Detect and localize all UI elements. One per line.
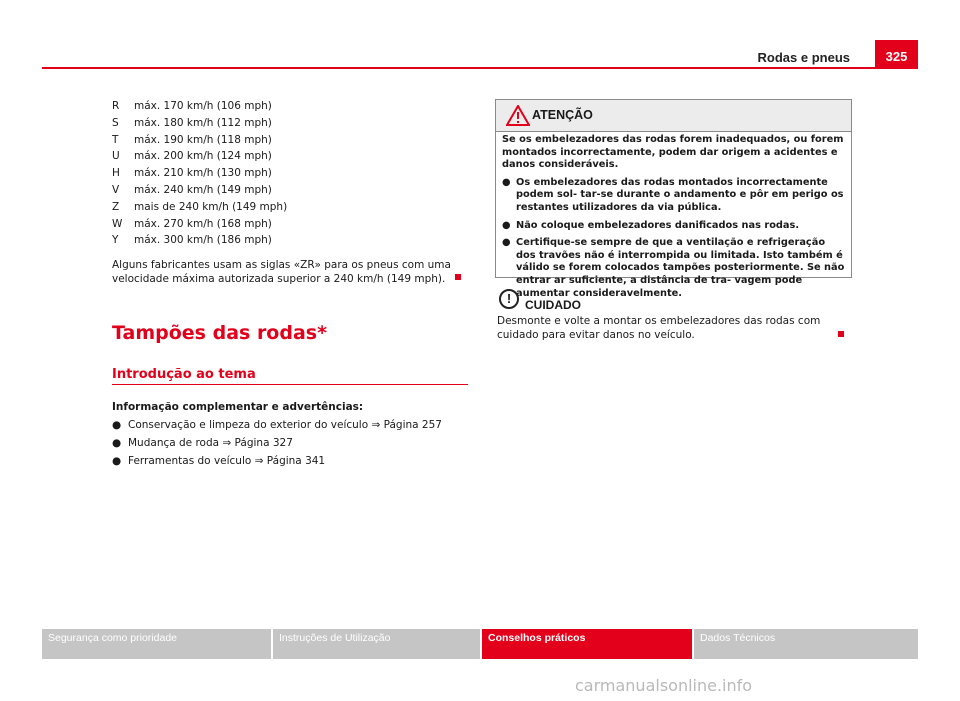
warning-triangle-icon (506, 105, 530, 126)
list-item (112, 434, 442, 452)
list-item (112, 416, 442, 434)
warning-box (495, 99, 852, 299)
caution-icon: ! (499, 289, 519, 309)
warning-header (496, 100, 851, 132)
page-number: 325 (875, 40, 918, 67)
warning-bullet (502, 177, 845, 215)
warning-bullet (502, 237, 845, 300)
section-title: Tampões das rodas* (112, 322, 328, 344)
speed-row (112, 132, 287, 149)
speed-row (112, 98, 287, 115)
speed-value: máx. 170 km/h (106 mph) (134, 100, 272, 112)
speed-value: máx. 180 km/h (112 mph) (134, 116, 272, 129)
nav-tab-conselhos[interactable]: Conselhos práticos (482, 629, 692, 659)
speed-value: máx. 210 km/h (130 mph) (134, 167, 272, 180)
bullet-icon: ● (112, 419, 122, 431)
bullet-icon: ● (502, 176, 511, 188)
end-marker-icon (838, 331, 844, 337)
speed-code: T (112, 133, 119, 146)
speed-row (112, 115, 287, 132)
reference-link[interactable]: Mudança de roda ⇒ Página 327 (128, 437, 293, 449)
nav-tab-seguranca[interactable]: Segurança como prioridade (42, 629, 271, 659)
warning-intro: Se os embelezadores das rodas forem inadequados, ou forem montados incorrectamente, podem dar origem a acidentes e danos consideráveis. (502, 134, 844, 171)
nav-tab-instrucoes[interactable]: Instruções de Utilização (273, 629, 480, 659)
reference-link[interactable]: Conservação e limpeza do exterior do veículo ⇒ Página 257 (128, 419, 442, 431)
speed-row (112, 182, 287, 199)
speed-value: máx. 200 km/h (124 mph) (134, 150, 272, 163)
info-heading: Informação complementar e advertências: (112, 401, 364, 413)
speed-value: máx. 300 km/h (186 mph) (134, 234, 272, 247)
speed-code: Y (112, 234, 119, 247)
reference-link[interactable]: Ferramentas do veículo ⇒ Página 341 (128, 455, 326, 467)
nav-tab-dados[interactable]: Dados Técnicos (694, 629, 918, 659)
speed-table (112, 98, 287, 249)
intro-paragraph: Alguns fabricantes usam as siglas «ZR» para os pneus com uma velocidade máxima autorizada superior a 240 km/h (149 mph). (112, 259, 451, 285)
speed-value: máx. 190 km/h (118 mph) (134, 133, 272, 146)
speed-code: S (112, 116, 119, 129)
watermark: carmanualsonline.info (575, 676, 753, 695)
warning-title: ATENÇÃO (532, 108, 593, 122)
speed-code: R (112, 100, 120, 112)
speed-code: V (112, 183, 120, 196)
warning-bullet-text: Os embelezadores das rodas montados incorrectamente podem sol- tar-se durante o andamento e pôr em perigo os restantes utilizadores da via pública. (516, 176, 844, 213)
speed-row (112, 216, 287, 233)
reference-list (112, 416, 442, 470)
speed-row (112, 232, 287, 249)
speed-row (112, 148, 287, 165)
caution-text: Desmonte e volte a montar os embelezadores das rodas com cuidado para evitar danos no veículo. (497, 315, 821, 341)
bullet-icon: ● (112, 455, 122, 467)
list-item (112, 452, 442, 470)
speed-value: máx. 240 km/h (149 mph) (134, 183, 272, 196)
warning-bullet-text: Certifique-se sempre de que a ventilação e refrigeração dos travões não é interrompida ou limitada. Isto também é válido se forem colocados tampões posteriormente. Se não entrar ar suficiente, a distância de tra- vagem pode aumentar consideravelmente. (516, 237, 845, 299)
bullet-icon: ● (502, 237, 511, 249)
speed-code: U (112, 150, 120, 163)
subsection-title: Introdução ao tema (112, 367, 256, 382)
speed-code: Z (112, 200, 120, 213)
caution-title: CUIDADO (525, 298, 581, 312)
subsection-rule (112, 384, 468, 385)
bullet-icon: ● (112, 437, 122, 449)
speed-row (112, 199, 287, 216)
speed-row (112, 165, 287, 182)
warning-bullet-text: Não coloque embelezadores danificados nas rodas. (516, 219, 800, 231)
warning-bullet (502, 220, 845, 233)
header-title: Rodas e pneus (757, 50, 850, 65)
warning-body (496, 132, 851, 300)
header-rule (42, 67, 918, 69)
speed-value: mais de 240 km/h (149 mph) (134, 200, 288, 213)
speed-code: H (112, 167, 120, 180)
end-marker-icon (455, 274, 461, 280)
speed-code: W (112, 217, 123, 230)
footer-nav (42, 629, 918, 659)
speed-value: máx. 270 km/h (168 mph) (134, 217, 272, 230)
bullet-icon: ● (502, 219, 511, 231)
